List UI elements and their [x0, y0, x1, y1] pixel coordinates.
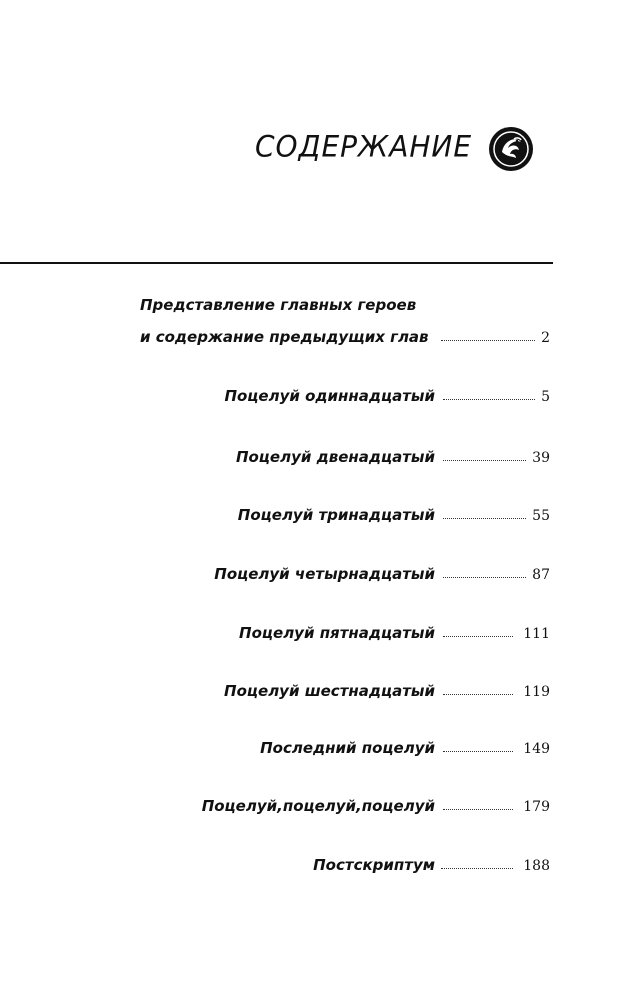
- dot-leader: [443, 460, 526, 461]
- toc-item-title: Поцелуй,поцелуй,поцелуй: [201, 797, 435, 815]
- dot-leader: [443, 809, 513, 810]
- toc-item-title: Поцелуй четырнадцатый: [214, 565, 435, 583]
- dot-leader: [441, 868, 513, 869]
- toc-item-title: Поцелуй одиннадцатый: [224, 387, 435, 405]
- dot-leader: [443, 694, 513, 695]
- toc-item-page: 39: [532, 450, 550, 466]
- toc-item-page: 55: [532, 508, 550, 524]
- phoenix-emblem-icon: [488, 126, 534, 172]
- toc-item-page: 188: [523, 858, 550, 874]
- toc-item-title: Представление главных героев: [140, 296, 417, 314]
- toc-item-title: Постскриптум: [313, 856, 435, 874]
- toc-item-title: Поцелуй тринадцатый: [237, 506, 435, 524]
- toc-item-page: 111: [523, 626, 550, 642]
- toc-item-page: 179: [523, 799, 550, 815]
- toc-item-title: Последний поцелуй: [260, 739, 435, 757]
- toc-item-title-line2: и содержание предыдущих глав: [140, 328, 429, 346]
- header-divider: [0, 262, 553, 264]
- page-title: СОДЕРЖАНИЕ: [255, 129, 473, 164]
- toc-item-page: 5: [541, 389, 550, 405]
- toc-item-title: Поцелуй шестнадцатый: [224, 682, 435, 700]
- toc-item-page: 149: [523, 741, 550, 757]
- dot-leader: [443, 751, 513, 752]
- dot-leader: [443, 518, 526, 519]
- dot-leader: [443, 636, 513, 637]
- dot-leader: [443, 577, 526, 578]
- toc-item-page: 87: [532, 567, 550, 583]
- toc-item-title: Поцелуй двенадцатый: [235, 448, 435, 466]
- toc-item-page: 119: [523, 684, 550, 700]
- toc-item-page: 2: [541, 330, 550, 346]
- toc-item-title: Поцелуй пятнадцатый: [239, 624, 435, 642]
